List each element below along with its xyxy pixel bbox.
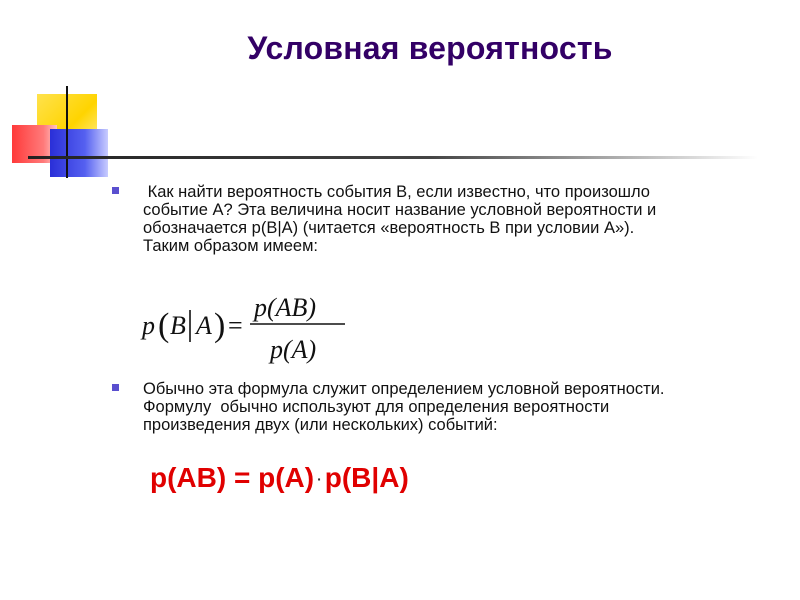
paragraph-2-line: Обычно эта формула служит определением условной вероятности. <box>143 380 665 398</box>
formula-close-paren: ) <box>214 307 226 344</box>
slide-title: Условная вероятность <box>247 30 613 66</box>
paragraph-1 <box>143 183 783 255</box>
blue-square-decoration <box>50 129 108 177</box>
conditional-probability-formula <box>140 290 380 370</box>
product-rule-formula <box>150 462 409 494</box>
paragraph-2-line: Формулу обычно используют для определения вероятности <box>143 398 610 416</box>
formula-denominator: p(A) <box>270 335 317 364</box>
paragraph-2-line: произведения двух (или нескольких) событий: <box>143 416 498 434</box>
paragraph-1-line: Таким образом имеем: <box>143 237 318 255</box>
paragraph-1-line: событие А? Эта величина носит название условной вероятности и <box>143 201 657 219</box>
bullet-2-icon <box>112 384 119 391</box>
paragraph-2 <box>143 380 783 434</box>
horizontal-divider <box>28 156 758 159</box>
paragraph-1-line: обозначается р(В|А) (читается «вероятность В при условии А»). <box>143 219 635 237</box>
formula-event-b: B <box>170 311 186 340</box>
vertical-line-decoration <box>66 86 68 178</box>
formula-func-p: p <box>142 311 155 340</box>
product-formula-left: р(АВ) = р(А) <box>150 462 315 493</box>
paragraph-1-line: Как найти вероятность события В, если известно, что произошло <box>143 183 650 201</box>
bullet-1-icon <box>112 187 119 194</box>
multiplication-dot: · <box>317 471 322 487</box>
formula-event-a: A <box>196 311 212 340</box>
formula-numerator: p(AB) <box>254 293 317 322</box>
formula-equals: = <box>228 311 243 340</box>
product-formula-right: р(В|А) <box>324 462 409 493</box>
formula-open-paren: ( <box>158 307 170 344</box>
